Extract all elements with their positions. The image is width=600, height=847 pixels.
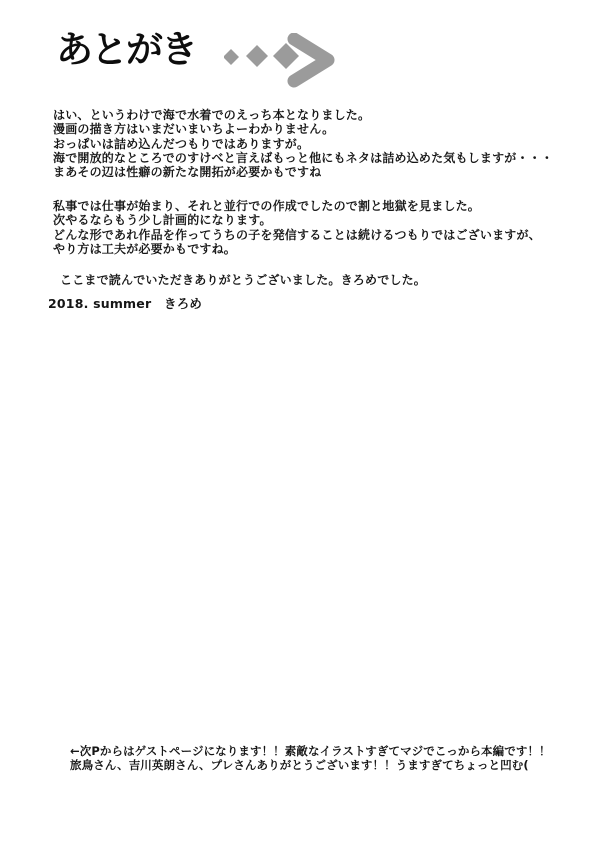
paragraph-line: まあその辺は性癖の新たな開拓が必要かもですね (53, 165, 322, 180)
afterword-paragraph-1 (53, 108, 553, 179)
signature-line: 2018. summer きろめ (48, 296, 203, 311)
paragraph-line: 私事では仕事が始まり、それと並行での作成でしたので割と地獄を見ました。 (53, 199, 481, 213)
paragraph-line: やり方は工夫が必要かもですね。 (53, 241, 237, 256)
guest-page-note-line-2: 旅鳥さん、吉川英朗さん、プレさんありがとうございます！！うますぎてちょっと凹む( (70, 757, 529, 772)
paragraph-line: どんな形であれ作品を作ってうちの子を発信することは続けるつもりではございますが、 (53, 227, 541, 242)
diamonds-chevron-icon (224, 33, 339, 88)
thanks-line: ここまで読んでいただきありがとうございました。きろめでした。 (60, 273, 427, 287)
guest-page-note-line-1: ←次Pからはゲストページになります！！素敵なイラストすぎてマジでこっから本編です！！ (70, 744, 551, 758)
paragraph-line: 海で開放的なところでのすけべと言えばもっと他にもネタは詰め込めた気もしますが・・・ (53, 150, 554, 165)
paragraph-line: 次やるならもう少し計画的になります。 (53, 213, 272, 228)
guest-page-note (70, 745, 551, 772)
paragraph-line: おっぱいは詰め込んだつもりではありますが。 (53, 136, 310, 151)
page-title: あとがき (56, 28, 196, 71)
afterword-paragraph-2 (53, 199, 541, 256)
medium-diamond-icon (246, 45, 268, 67)
chevron-right-icon (294, 39, 328, 81)
small-diamond-icon (224, 49, 239, 65)
paragraph-line: 漫画の描き方はいまだいまいちよーわかりません。 (53, 122, 335, 137)
paragraph-line: はい、というわけで海で水着でのえっち本となりました。 (53, 108, 371, 122)
